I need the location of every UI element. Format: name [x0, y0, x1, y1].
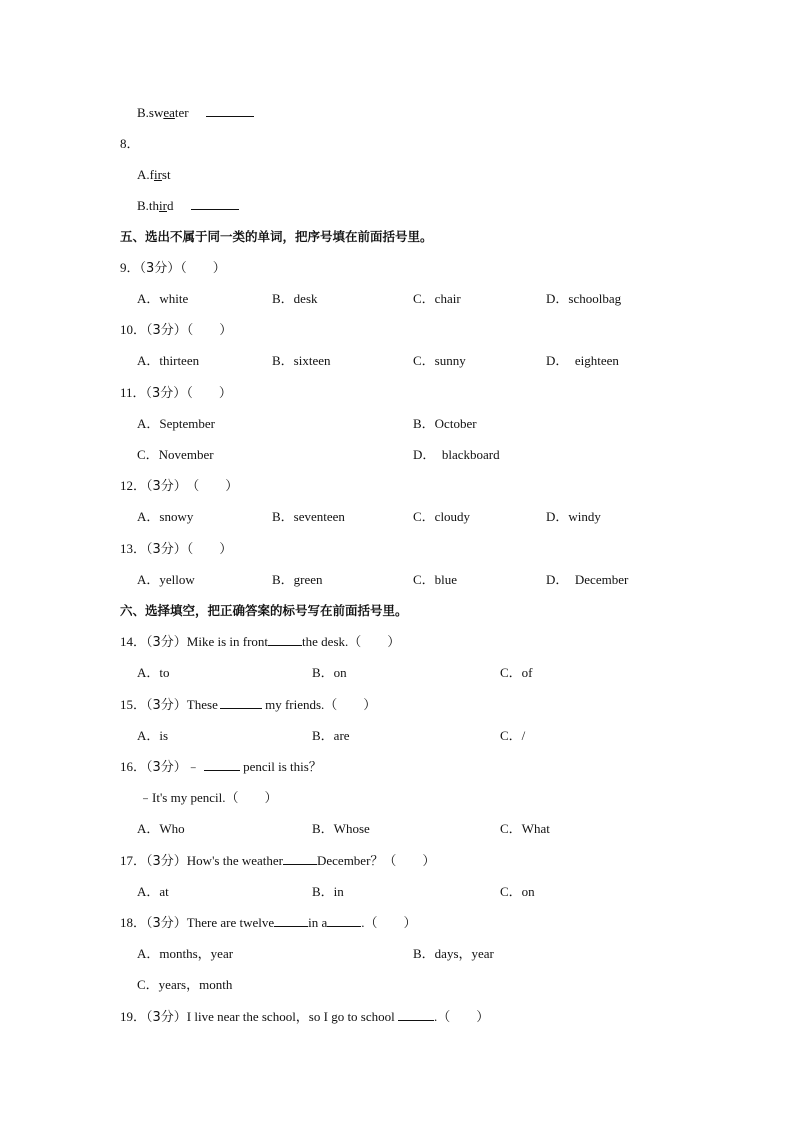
score-tag: （3分）: [146, 542, 187, 557]
answer-blank[interactable]: [398, 1009, 434, 1021]
answer-paren[interactable]: （ ）: [186, 323, 233, 338]
score-tag: （3分）: [146, 323, 187, 338]
q9-option-d: D．schoolbag: [546, 291, 622, 306]
score-tag: （3分）: [145, 386, 187, 401]
q14-number: 14．: [120, 634, 147, 649]
answer-blank[interactable]: [274, 915, 308, 927]
q9-option-c: C．chair: [413, 291, 461, 306]
q8-number: 8．: [120, 136, 140, 151]
score-tag: （3分）: [146, 479, 187, 494]
q14-option-c: C．of: [500, 665, 533, 680]
q10-option-c: C．sunny: [413, 353, 466, 368]
q10-number: 10．: [120, 322, 147, 337]
q13-option-a: A．yellow: [137, 572, 195, 587]
q18-text-1: There are twelve: [186, 915, 275, 930]
section-6-heading: 六、选择填空，把正确答案的标号写在前面括号里。: [120, 603, 408, 618]
q9-option-a: A．white: [137, 291, 189, 306]
q19-text-1: I live near the school，so I go to school: [186, 1009, 399, 1024]
q13-option-c: C．blue: [413, 572, 458, 587]
q18-stem: [120, 915, 417, 932]
q16-option-b: B．Whose: [312, 821, 370, 836]
answer-blank[interactable]: [327, 915, 361, 927]
score-tag: （3分）: [146, 1010, 187, 1025]
q7-option-b: [137, 105, 254, 121]
q17-number: 17．: [120, 853, 147, 868]
q8b-suffix: d: [167, 198, 174, 213]
q17-text-1: How's the weather: [186, 853, 283, 868]
answer-blank[interactable]: [206, 105, 254, 117]
q7b-prefix: B.sw: [137, 105, 164, 120]
q10-option-b: B．sixteen: [272, 353, 331, 368]
q18-text-3: .（ ）: [361, 915, 417, 930]
q7b-underlined: ea: [163, 105, 175, 120]
answer-blank[interactable]: [283, 853, 317, 865]
q11-option-d: D． blackboard: [413, 447, 500, 462]
q8a-prefix: A.f: [137, 167, 154, 182]
answer-paren[interactable]: （ ）: [192, 479, 239, 494]
q8-option-b: [137, 198, 239, 214]
q8b-prefix: B.th: [137, 198, 160, 213]
answer-blank[interactable]: [204, 759, 240, 771]
q14-option-a: A．to: [137, 665, 170, 680]
q15-stem: [120, 697, 376, 714]
q12-stem: [120, 478, 238, 495]
q17-stem: [120, 853, 435, 870]
answer-blank[interactable]: [220, 697, 262, 709]
q12-number: 12．: [120, 478, 147, 493]
q16-option-c: C．What: [500, 821, 550, 836]
score-tag: （3分）: [146, 760, 187, 775]
answer-blank[interactable]: [268, 634, 302, 646]
q14-option-b: B．on: [312, 665, 347, 680]
q8b-underlined: ir: [159, 198, 167, 213]
score-tag: （3分）: [146, 916, 187, 931]
q16-option-a: A．Who: [137, 821, 185, 836]
score-tag: （3分）: [146, 854, 187, 869]
q11-option-b: B．October: [413, 416, 477, 431]
q13-option-b: B．green: [272, 572, 323, 587]
q9-stem: [120, 260, 226, 277]
q14-text-1: Mike is in front: [186, 634, 269, 649]
q16-stem: [120, 759, 322, 776]
q14-text-2: the desk.（ ）: [302, 634, 401, 649]
q10-option-a: A．thirteen: [137, 353, 200, 368]
answer-paren[interactable]: （ ）: [180, 261, 226, 276]
answer-paren[interactable]: （ ）: [186, 386, 232, 401]
q13-stem: [120, 541, 232, 558]
q8-option-a: [137, 167, 171, 183]
q13-number: 13．: [120, 541, 147, 556]
q18-option-c: C．years，month: [137, 977, 233, 992]
q15-text-1: These: [186, 697, 218, 712]
answer-paren[interactable]: （ ）: [186, 542, 233, 557]
q8a-underlined: ir: [153, 167, 162, 182]
q11-option-c: C．November: [137, 447, 214, 462]
q15-number: 15．: [120, 697, 147, 712]
q19-text-2: .（ ）: [434, 1009, 490, 1024]
q9-option-b: B．desk: [272, 291, 318, 306]
q19-stem: [120, 1009, 489, 1026]
q10-option-d: D． eighteen: [546, 353, 619, 368]
section-5-heading: 五、选出不属于同一类的单词，把序号填在前面括号里。: [120, 229, 433, 244]
q15-option-c: C．/: [500, 728, 526, 743]
answer-blank[interactable]: [191, 198, 239, 210]
q15-text-2: my friends.（ ）: [261, 697, 377, 712]
q8a-suffix: st: [161, 167, 171, 182]
q16-number: 16．: [120, 759, 147, 774]
q16-text-2: pencil is this？: [239, 759, 322, 774]
q7b-suffix: ter: [174, 105, 189, 120]
q17-text-2: December？（ ）: [317, 853, 436, 868]
q12-option-c: C．cloudy: [413, 509, 471, 524]
q17-option-c: C．on: [500, 884, 535, 899]
q18-option-a: A．months，year: [137, 946, 234, 961]
score-tag: （3分）: [146, 698, 187, 713]
q19-number: 19．: [120, 1009, 147, 1024]
q17-option-b: B．in: [312, 884, 344, 899]
q18-text-2: in a: [308, 915, 328, 930]
q11-option-a: A．September: [137, 416, 215, 431]
q9-number: 9．: [120, 260, 140, 275]
q17-option-a: A．at: [137, 884, 169, 899]
q16-reply: ﹣It's my pencil.（ ）: [139, 790, 278, 805]
q10-stem: [120, 322, 232, 339]
q14-stem: [120, 634, 400, 651]
q11-stem: [120, 385, 232, 402]
q16-dash: ﹣: [186, 759, 200, 774]
score-tag: （3分）: [139, 261, 181, 276]
score-tag: （3分）: [146, 635, 187, 650]
q12-option-b: B．seventeen: [272, 509, 345, 524]
q18-number: 18．: [120, 915, 147, 930]
q12-option-d: D．windy: [546, 509, 601, 524]
q12-option-a: A．snowy: [137, 509, 194, 524]
q18-option-b: B．days，year: [413, 946, 494, 961]
q13-option-d: D． December: [546, 572, 629, 587]
q11-number: 11．: [120, 385, 146, 400]
q15-option-b: B．are: [312, 728, 350, 743]
q15-option-a: A．is: [137, 728, 169, 743]
